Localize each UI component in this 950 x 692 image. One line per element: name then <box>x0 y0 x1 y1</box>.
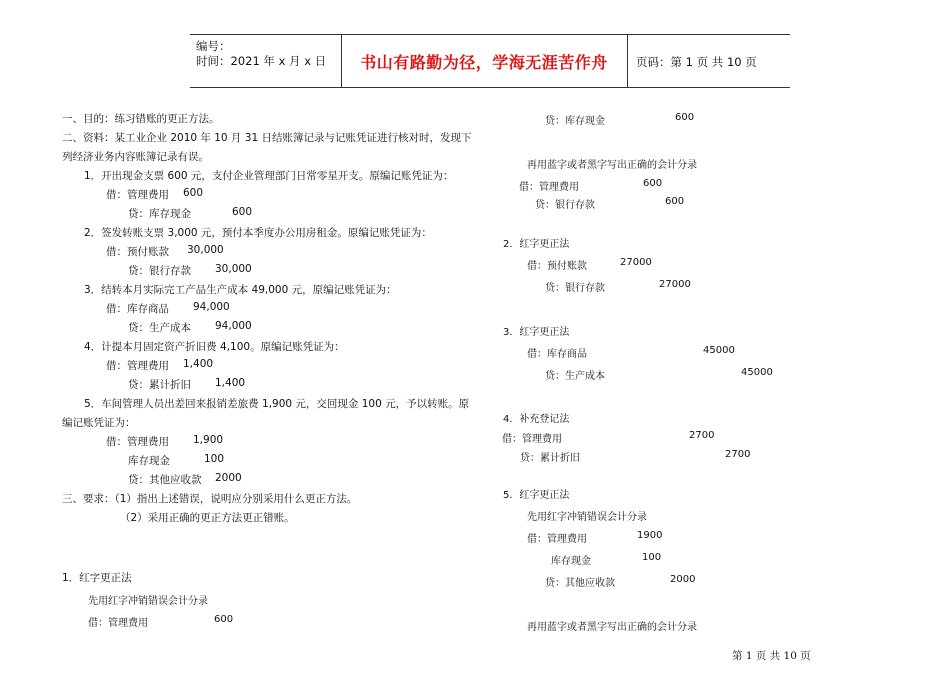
answer-2-title: 2．红字更正法 <box>503 239 570 250</box>
item-3-credit-amount: 94,000 <box>215 320 252 332</box>
item-5-debit-2-amount: 100 <box>204 453 225 465</box>
answer-4-debit: 借：管理费用 <box>502 434 562 445</box>
material-line-1: 二、资料：某工业企业 2010 年 10 月 31 日结账簿记录与记账凭证进行核对时，发现下 <box>62 132 472 144</box>
item-1-text: 1．开出现金支票 600 元，支付企业管理部门日常零星开支。原编记账凭证为： <box>84 170 454 182</box>
requirement-2: （2）采用正确的更正方法更正错账。 <box>120 512 295 524</box>
answer-5-credit-amount: 2000 <box>670 574 696 585</box>
answer-1-correct-debit-amount: 600 <box>643 178 663 189</box>
answer-4-credit-amount: 2700 <box>725 449 751 460</box>
answer-1-correct-credit: 贷：银行存款 <box>535 200 595 211</box>
answer-1-correct-credit-amount: 600 <box>665 196 685 207</box>
answer-5-subtitle: 先用红字冲销错误会计分录 <box>527 512 647 523</box>
item-4-credit-amount: 1,400 <box>215 377 246 389</box>
answer-3-debit-amount: 45000 <box>703 345 735 356</box>
item-2-credit-amount: 30,000 <box>215 263 252 275</box>
item-4-debit: 借：管理费用 <box>106 360 169 372</box>
item-5-debit-amount: 1,900 <box>193 434 224 446</box>
item-2-text: 2．签发转账支票 3,000 元，预付本季度办公用房租金。原编记账凭证为： <box>84 227 432 239</box>
item-5-credit: 贷：其他应收款 <box>128 474 202 486</box>
item-5-text-2: 编记账凭证为： <box>62 417 136 429</box>
answer-3-credit-amount: 45000 <box>741 367 773 378</box>
item-2-credit: 贷：银行存款 <box>128 265 191 277</box>
item-4-debit-amount: 1,400 <box>183 358 214 370</box>
answer-5-credit: 贷：其他应收款 <box>545 578 615 589</box>
time-label: 时间：2021 年 x 月 x 日 <box>196 54 327 68</box>
material-line-2: 列经济业务内容账簿记录有误。 <box>62 151 209 163</box>
answer-5-correct-subtitle: 再用蓝字或者黑字写出正确的会计分录 <box>527 622 697 633</box>
answer-5-title: 5．红字更正法 <box>503 490 570 501</box>
answer-3-title: 3．红字更正法 <box>503 327 570 338</box>
header-meta <box>196 39 326 69</box>
item-5-text-1: 5．车间管理人员出差回来报销差旅费 1,900 元，交回现金 100 元，予以转账。原 <box>84 398 470 410</box>
answer-1-correct-debit: 借：管理费用 <box>519 182 579 193</box>
item-1-debit-amount: 600 <box>183 187 204 199</box>
item-1-debit: 借：管理费用 <box>106 189 169 201</box>
answer-1-title: 1．红字更正法 <box>62 572 132 584</box>
requirement-1: 三、要求：（1）指出上述错误，说明应分别采用什么更正方法。 <box>62 493 358 505</box>
answer-3-debit: 借：库存商品 <box>527 349 587 360</box>
answer-1-credit: 贷：库存现金 <box>545 116 605 127</box>
item-5-credit-amount: 2000 <box>215 472 242 484</box>
answer-4-title: 4．补充登记法 <box>503 414 570 425</box>
answer-3-credit: 贷：生产成本 <box>545 371 605 382</box>
answer-1-debit-amount: 600 <box>214 614 234 625</box>
item-3-text: 3．结转本月实际完工产品生产成本 49,000 元，原编记账凭证为： <box>84 284 397 296</box>
item-1-credit: 贷：库存现金 <box>128 208 191 220</box>
item-2-debit: 借：预付账款 <box>106 246 169 258</box>
header-motto: 书山有路勤为径，学海无涯苦作舟 <box>360 52 608 72</box>
answer-2-credit-amount: 27000 <box>659 279 691 290</box>
answer-5-debit-amount: 1900 <box>637 530 663 541</box>
header-page-label: 页码：第 1 页 共 10 页 <box>636 55 757 69</box>
answer-1-credit-amount: 600 <box>675 112 695 123</box>
answer-2-debit-amount: 27000 <box>620 257 652 268</box>
answer-2-credit: 贷：银行存款 <box>545 283 605 294</box>
item-3-debit: 借：库存商品 <box>106 303 169 315</box>
answer-1-subtitle: 先用红字冲销错误会计分录 <box>88 596 208 607</box>
number-label: 编号： <box>196 39 231 53</box>
header-table <box>190 34 790 88</box>
answer-5-debit: 借：管理费用 <box>527 534 587 545</box>
answer-5-debit-2: 库存现金 <box>551 556 591 567</box>
item-2-debit-amount: 30,000 <box>187 244 224 256</box>
item-5-debit-2: 库存现金 <box>128 455 170 467</box>
item-4-credit: 贷：累计折旧 <box>128 379 191 391</box>
item-4-text: 4．计提本月固定资产折旧费 4,100。原编记账凭证为： <box>84 341 345 353</box>
answer-2-debit: 借：预付账款 <box>527 261 587 272</box>
answer-4-debit-amount: 2700 <box>689 430 715 441</box>
item-5-debit: 借：管理费用 <box>106 436 169 448</box>
item-3-credit: 贷：生产成本 <box>128 322 191 334</box>
answer-1-debit: 借：管理费用 <box>88 618 148 629</box>
header-divider-right <box>627 35 628 87</box>
item-1-credit-amount: 600 <box>232 206 253 218</box>
item-3-debit-amount: 94,000 <box>193 301 230 313</box>
answer-5-debit-2-amount: 100 <box>642 552 662 563</box>
page-footer: 第 1 页 共 10 页 <box>732 650 811 662</box>
answer-4-credit: 贷：累计折旧 <box>520 453 580 464</box>
answer-1-correct-subtitle: 再用蓝字或者黑字写出正确的会计分录 <box>527 160 697 171</box>
objective-line: 一、目的：练习错账的更正方法。 <box>62 113 220 125</box>
